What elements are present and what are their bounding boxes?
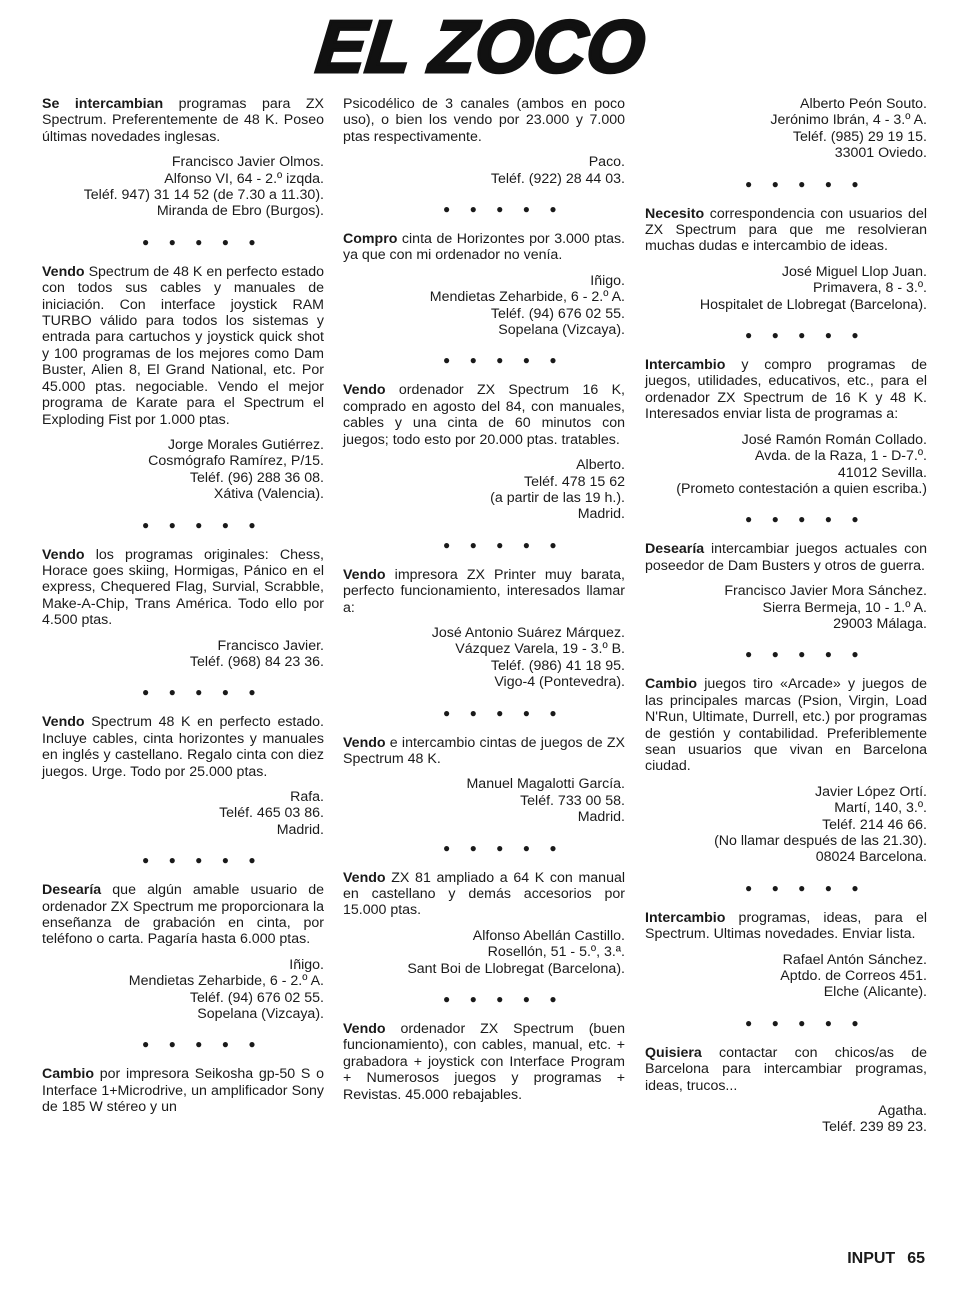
ad-text (343, 382, 625, 448)
ad-separator: ● ● ● ● ● (745, 328, 867, 343)
classified-ad (343, 870, 625, 977)
signature-line: Francisco Javier Olmos. (171, 154, 324, 171)
signature-line: Iñigo. (590, 272, 625, 289)
classified-ad (645, 541, 927, 632)
ad-text (42, 1066, 324, 1115)
signature-line: Sopelana (Vizcaya). (498, 322, 625, 339)
signature-line: Sierra Bermeja, 10 - 1.º A. (762, 599, 927, 616)
classified-ad (42, 1066, 324, 1115)
ad-body: contactar con chicos/as de Barcelona para intercambiar programas, ideas, trucos... (645, 1044, 927, 1094)
ad-text (343, 870, 625, 919)
signature-line: Mendietas Zeharbide, 6 - 2.º A. (429, 289, 625, 306)
ad-separator: ● ● ● ● ● (443, 537, 565, 552)
signature-line: 41012 Sevilla. (837, 464, 927, 481)
signature-line: Teléf. (94) 676 02 55. (490, 305, 625, 322)
classified-ad (645, 1045, 927, 1136)
ad-lead-word: Vendo (343, 1021, 386, 1038)
ad-text (343, 735, 625, 768)
ad-signature (645, 432, 927, 498)
ad-text (645, 910, 927, 943)
el-zoco-logo (312, 5, 649, 88)
signature-line: Teléf. (968) 84 23 36. (189, 653, 324, 670)
ad-body: que algún amable usuario de ordenador ZX Spectrum me proporcionara la enseñanza de grabación en cinta, por teléfono o carta. Pagaría hasta 6.000 ptas. (42, 882, 324, 948)
ad-separator: ● ● ● ● ● (443, 992, 565, 1007)
signature-line: Iñigo. (289, 956, 324, 973)
ad-lead-word: Vendo (343, 869, 386, 886)
signature-line: Alberto. (576, 457, 625, 474)
classified-ad (343, 382, 625, 522)
column-3 (645, 96, 927, 1136)
signature-line: Agatha. (878, 1103, 927, 1120)
signature-line: Rafael Antón Sánchez. (782, 951, 927, 968)
signature-line: Teléf. (96) 288 36 08. (189, 469, 324, 486)
ad-signature (343, 776, 625, 825)
signature-line: José Antonio Suárez Márquez. (431, 624, 625, 641)
ad-separator: ● ● ● ● ● (443, 705, 565, 720)
signature-line: Martí, 140, 3.º. (834, 800, 927, 817)
ad-body: los programas originales: Chess, Horace goes skiing, Hormigas, Pánico en el express, Chequered Flag, Survial, Scrabble, Make-A-Chip, Trans América. Todo ello por 4.500 ptas. (42, 546, 324, 629)
signature-line: Teléf. (922) 28 44 03. (490, 170, 625, 187)
ad-separator: ● ● ● ● ● (443, 202, 565, 217)
ad-lead-word: Quisiera (645, 1044, 702, 1061)
ad-signature (645, 784, 927, 866)
ad-body: correspondencia con usuarios del ZX Spectrum para que me resolvieran muchas dudas e intercambio de ideas. (645, 205, 927, 255)
ad-separator: ● ● ● ● ● (745, 1015, 867, 1030)
classified-ad (42, 96, 324, 220)
ad-signature (42, 437, 324, 503)
ad-signature (42, 154, 324, 220)
classified-ad (645, 910, 927, 1001)
ad-text (645, 541, 927, 574)
ad-lead-word: Vendo (42, 263, 85, 280)
ad-lead-word: Compro (343, 231, 398, 248)
ad-lead-word: Desearía (645, 541, 705, 558)
signature-line: Rosellón, 51 - 5.º, 3.ª. (487, 944, 625, 961)
magazine-name: INPUT (847, 1250, 896, 1267)
ad-lead-word: Intercambio (645, 357, 726, 374)
ad-text (645, 357, 927, 423)
svg-text:EL ZOCO: EL ZOCO (312, 5, 649, 88)
signature-line: Francisco Javier. (217, 637, 324, 654)
signature-line: Vigo-4 (Pontevedra). (494, 674, 625, 691)
ad-lead-word: Necesito (645, 205, 705, 222)
signature-line: Paco. (588, 154, 625, 171)
ad-body: ordenador ZX Spectrum 16 K, comprado en agosto del 84, con manuales, cables y una cinta de 60 minutos con juegos; todo esto por 20.000 ptas. tratables. (343, 382, 625, 448)
ad-text (343, 1021, 625, 1103)
page-title (312, 5, 649, 88)
signature-line: Sant Boi de Llobregat (Barcelona). (407, 960, 625, 977)
ad-text (645, 1045, 927, 1094)
signature-line: Cosmógrafo Ramírez, P/15. (148, 453, 324, 470)
ad-text (42, 882, 324, 948)
signature-line: Madrid. (577, 506, 625, 523)
signature-line: Francisco Javier Mora Sánchez. (724, 583, 927, 600)
classified-ad (343, 1021, 625, 1103)
ad-signature (343, 928, 625, 977)
ad-separator: ● ● ● ● ● (745, 647, 867, 662)
ad-separator: ● ● ● ● ● (142, 1037, 264, 1052)
classified-ad (645, 206, 927, 313)
signature-line: Teléf. 214 46 66. (822, 816, 927, 833)
ad-body: Spectrum de 48 K en perfecto estado con todos sus cables y manuales de iniciación. Con interface joystick RAM TURBO válido para todos los sistemas y entrada para cartuchos y joystick quick shot y 100 programas de los mejores como Dam Buster, Alien 8, El Grand National, etc. Por 45.000 ptas. negociable. Vendo el mejor programa de Karate para el Spectrum el Exploding Fist por 1.000 ptas. (42, 263, 324, 428)
column-1 (42, 96, 324, 1116)
ad-body: impresora ZX Printer muy barata, perfecto funcionamiento, interesados llamar a: (343, 566, 625, 616)
ad-text (343, 231, 625, 264)
signature-line: José Ramón Román Collado. (741, 431, 927, 448)
signature-line: Teléf. (985) 29 19 15. (792, 128, 927, 145)
ad-lead-word: Cambio (42, 1066, 95, 1083)
ad-text (343, 96, 625, 145)
ad-body: programas, ideas, para el Spectrum. Ultimas novedades. Enviar lista. (645, 909, 927, 943)
ad-signature (645, 583, 927, 632)
signature-line: (a partir de las 19 h.). (490, 489, 625, 506)
ad-signature (645, 1103, 927, 1136)
signature-line: José Miguel Llop Juan. (781, 263, 927, 280)
ad-signature (343, 457, 625, 523)
ad-separator: ● ● ● ● ● (142, 853, 264, 868)
ad-separator: ● ● ● ● ● (142, 517, 264, 532)
signature-line: Teléf. 239 89 23. (822, 1119, 927, 1136)
signature-line: Aptdo. de Correos 451. (780, 968, 927, 985)
ad-body: ZX 81 ampliado a 64 K con manual en castellano y demás accesorios por 15.000 ptas. (343, 869, 625, 919)
ad-body: intercambiar juegos actuales con poseedor de Dam Busters y otros de guerra. (645, 541, 927, 574)
classified-ad (42, 264, 324, 503)
ad-signature (343, 625, 625, 691)
ad-separator: ● ● ● ● ● (745, 880, 867, 895)
signature-line: Rafa. (290, 789, 324, 805)
ad-lead-word: Vendo (343, 734, 386, 751)
ad-separator: ● ● ● ● ● (745, 512, 867, 527)
classified-ad (645, 357, 927, 497)
signature-line: Alfonso VI, 64 - 2.º izqda. (164, 170, 324, 187)
signature-line: Teléf. (986) 41 18 95. (490, 657, 625, 674)
signature-line: Jerónimo Ibrán, 4 - 3.º A. (770, 112, 927, 129)
ad-signature (343, 273, 625, 339)
ad-body: por impresora Seikosha gp-50 S o Interface 1+Microdrive, un amplificador Sony de 185 W stéreo y un (42, 1066, 324, 1116)
ad-body: Spectrum 48 K en perfecto estado. Incluye cables, cinta horizontes y manuales en inglés y castellano. Regalo cinta con diez juegos. Urge. Todo por 25.000 ptas. (42, 714, 324, 780)
ad-text (343, 567, 625, 616)
ad-body: ordenador ZX Spectrum (buen funcionamiento), con cables, manual, etc. + grabadora + joystick con Interface Program + Numerosos juegos y programas + Revistas. 45.000 rebajables. (343, 1021, 625, 1103)
signature-line: (Prometo contestación a quien escriba.) (676, 480, 927, 497)
signature-line: Hospitalet de Llobregat (Barcelona). (699, 296, 927, 313)
classified-ad (343, 231, 625, 338)
classified-ad (343, 567, 625, 691)
classified-ad (42, 547, 324, 671)
signature-line: Xátiva (Valencia). (213, 486, 324, 503)
signature-line: Manuel Magalotti García. (466, 776, 625, 793)
signature-line: 29003 Málaga. (833, 615, 927, 632)
classified-ad (645, 676, 927, 865)
signature-line: Mendietas Zeharbide, 6 - 2.º A. (128, 973, 324, 990)
ad-text (42, 547, 324, 629)
signature-line: Sopelana (Vizcaya). (197, 1006, 324, 1023)
ad-signature (42, 638, 324, 671)
ad-separator: ● ● ● ● ● (745, 176, 867, 191)
ad-lead-word: Intercambio (645, 909, 726, 926)
ad-signature (645, 264, 927, 313)
classified-ad (42, 882, 324, 1022)
ad-text (645, 206, 927, 255)
ad-lead-word: Vendo (343, 566, 386, 583)
signature-line: Elche (Alicante). (823, 984, 927, 1001)
ad-separator: ● ● ● ● ● (142, 685, 264, 700)
page-footer (835, 1250, 925, 1268)
signature-line: Madrid. (577, 809, 625, 826)
ad-separator: ● ● ● ● ● (142, 234, 264, 249)
ad-text (42, 96, 324, 145)
ad-signature (42, 957, 324, 1023)
signature-line: Madrid. (276, 821, 324, 838)
ad-body: programas para ZX Spectrum. Preferentemente de 48 K. Poseo últimas novedades inglesas. (42, 96, 324, 145)
ad-separator: ● ● ● ● ● (443, 840, 565, 855)
ad-signature (42, 789, 324, 838)
ad-body: Psicodélico de 3 canales (ambos en poco uso), o bien los vendo por 23.000 y 7.000 ptas respectivamente. (343, 96, 625, 145)
signature-line: Teléf. 733 00 58. (520, 792, 625, 809)
ad-signature (645, 96, 927, 162)
signature-line: (No llamar después de las 21.30). (714, 833, 927, 849)
ad-separator: ● ● ● ● ● (443, 353, 565, 368)
ad-lead-word: Vendo (42, 714, 85, 731)
signature-line: Teléf. 947) 31 14 52 (de 7.30 a 11.30). (83, 187, 324, 204)
signature-line: Alfonso Abellán Castillo. (472, 927, 625, 944)
ad-lead-word: Se intercambian (42, 96, 164, 112)
ad-body: e intercambio cintas de juegos de ZX Spectrum 48 K. (343, 734, 625, 767)
ad-lead-word: Desearía (42, 882, 102, 899)
signature-line: Primavera, 8 - 3.º. (813, 280, 927, 297)
classified-ad (343, 735, 625, 826)
signature-line: Javier López Ortí. (815, 783, 927, 800)
ad-lead-word: Cambio (645, 676, 698, 693)
ad-text (645, 676, 927, 774)
signature-line: Vázquez Varela, 19 - 3.º B. (455, 641, 625, 658)
classified-ad (42, 714, 324, 838)
classified-ad (343, 96, 625, 187)
signature-line: Jorge Morales Gutiérrez. (167, 436, 324, 453)
signature-line: Avda. de la Raza, 1 - D-7.º. (754, 448, 927, 465)
signature-line: 33001 Oviedo. (834, 145, 927, 162)
ad-body: cinta de Horizontes por 3.000 ptas. ya que con mi ordenador no venía. (343, 231, 625, 264)
ad-signature (343, 154, 625, 187)
ad-body: y compro programas de juegos, utilidades, educativos, etc., para el ordenador ZX Spectrum de 16 K y 48 K. Interesados enviar lista de programas a: (645, 357, 927, 423)
ad-text (42, 714, 324, 780)
signature-line: Alberto Peón Souto. (800, 96, 927, 112)
classified-ad (645, 96, 927, 162)
ad-lead-word: Vendo (42, 546, 85, 563)
ad-lead-word: Vendo (343, 382, 386, 399)
column-2 (343, 96, 625, 1103)
ad-signature (645, 952, 927, 1001)
page-number: 65 (907, 1250, 925, 1267)
ad-body: juegos tiro «Arcade» y juegos de las principales marcas (Psion, Virgin, Load N'Run, Ultimate, Durrell, etc.) por programas de gestión y contabilidad. Preferiblemente sean usuarios que vivan en Barcelona ciudad. (645, 676, 927, 775)
signature-line: Miranda de Ebro (Burgos). (156, 203, 324, 220)
ad-text (42, 264, 324, 428)
signature-line: Teléf. 478 15 62 (524, 473, 625, 490)
signature-line: Teléf. (94) 676 02 55. (189, 989, 324, 1006)
signature-line: 08024 Barcelona. (815, 849, 927, 866)
signature-line: Teléf. 465 03 86. (219, 805, 324, 822)
